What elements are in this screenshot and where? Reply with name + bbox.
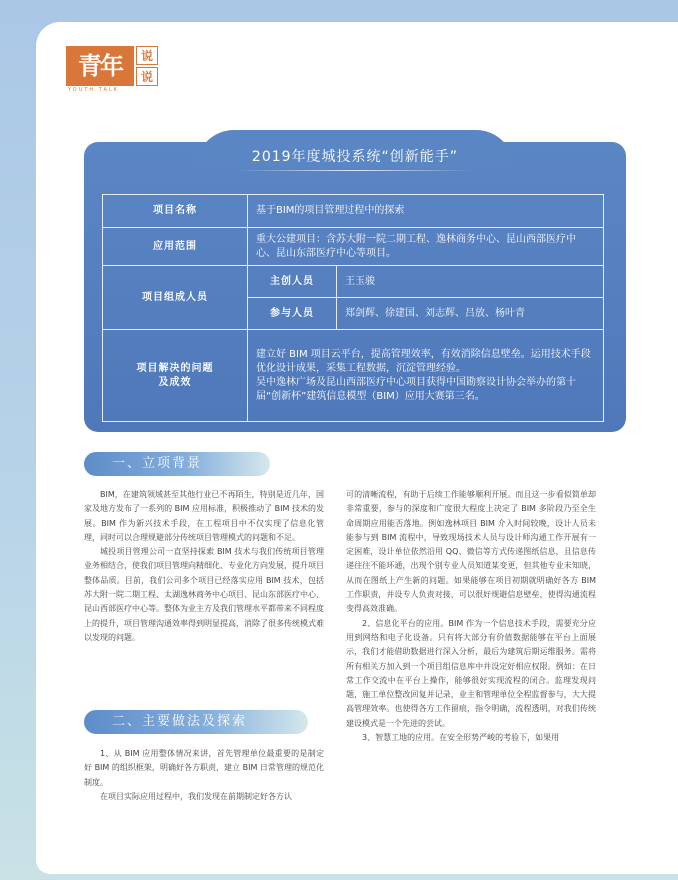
result-value-2: 吴中逸林广场及昆山西部医疗中心项目获得中国勘察设计协会举办的第十届“创新杯”建筑信息模型（BIM）应用大赛第三名。: [256, 376, 576, 402]
section-1-heading: 一、立项背景: [84, 452, 270, 476]
result-label-line-2: 及成效: [158, 376, 192, 388]
logo-side-bottom: 说: [136, 67, 158, 86]
scope-label: 应用范围: [103, 228, 248, 266]
left-column: [84, 488, 324, 645]
logo-side-top: 说: [136, 46, 158, 65]
right-paragraph-1: 可的清晰流程，有助于后续工作能够顺利开展。而且这一步看似简单却非常重要，参与的深度和广度很大程度上决定了 BIM 多阶段乃至全生命周期应用能否落地。例如逸林项目 BIM 介入时间较晚，设计人员未能参与到 BIM 流程中，导致现场技术人员与设计师沟通工作开展有一定困难，设计单位依然沿用 QQ、微信等方式传递图纸信息，且信息传递往往不能环通，出现个别专业人员知道某变更，但其他专业未知晓，从而在图纸上产生新的问题。如果能够在项目初期就明确好各方 BIM 工作职责，并设专人负责对接，可以很好规避信息壁垒，使得沟通流程变得高效准确。: [346, 490, 596, 614]
section-2-heading: 二、主要做法及探索: [84, 710, 308, 734]
result-value-1: 建立好 BIM 项目云平台，提高管理效率，有效消除信息壁垒。运用技术手段优化设计成果，采集工程数据，沉淀管理经验。: [256, 348, 591, 374]
scope-value: 重大公建项目：含苏大附一院二期工程、逸林商务中心、昆山西部医疗中心、昆山东部医疗中心等项目。: [248, 228, 604, 266]
lead-label: 主创人员: [248, 266, 337, 298]
result-value: [248, 330, 604, 422]
project-name-value: 基于BIM的项目管理过程中的探索: [248, 195, 604, 228]
left-column-lower: [84, 747, 324, 804]
section-2-paragraph-1: 1、从 BIM 应用整体情况来讲，首先管理单位最重要的是制定好 BIM 的组织框架，明确好各方职责，建立 BIM 日常管理的规范化制度。: [84, 749, 324, 787]
table-row: [103, 266, 604, 298]
lead-value: 王玉骏: [337, 266, 604, 298]
logo-subtitle: YOUTH TALK: [68, 87, 119, 93]
right-column: [346, 488, 596, 745]
section-1-paragraph-2: 城投项目管理公司一直坚持探索 BIM 技术与我们传统项目管理业务相结合，使我们项目管理向精细化、专业化方向发展，提升项目整体品质。目前，我们公司多个项目已经落实应用 BIM 技术，包括苏大附一院二期工程、太湖逸林商务中心项目、昆山东部医疗中心、昆山西部医疗中心等。整体为业主方及我们管理水平都带来不同程度上的提升，项目管理沟通效率得到明显提高，消除了很多传统模式难以发现的问题。: [84, 547, 324, 642]
table-row: [103, 228, 604, 266]
right-paragraph-2: 2、信息化平台的应用。BIM 作为一个信息技术手段，需要充分应用到网络和电子化设备。只有将大部分有价值数据能够在平台上面展示，我们才能借助数据进行深入分析，最后为建筑后期运维服务。需将所有相关方加入到一个项目组信息库中并设定好相应权限。例如：在日常工作交流中在平台上操作，能够很好实现流程的闭合。监理发现问题，施工单位整改回复并记录，业主和管理单位全程监督参与，大大提高管理效率。也使得各方工作留痕，指令明确，流程透明，对我们传统建设模式是一个先进的尝试。: [346, 618, 596, 728]
right-paragraph-3: 3、智慧工地的应用。在安全形势严峻的考验下，如果用: [362, 733, 560, 743]
title-underline: [234, 170, 474, 171]
members-value: 郑剑辉、徐建国、刘志辉、吕放、杨叶青: [337, 298, 604, 330]
youth-talk-logo: [66, 46, 158, 94]
team-label: 项目组成人员: [103, 266, 248, 330]
result-label-line-1: 项目解决的问题: [136, 362, 214, 374]
project-info-table: [102, 194, 604, 422]
members-label: 参与人员: [248, 298, 337, 330]
section-2-paragraph-2: 在项目实际应用过程中，我们发现在前期制定好各方认: [100, 791, 292, 801]
award-info-panel: [84, 142, 626, 432]
table-row: [103, 195, 604, 228]
project-name-label: 项目名称: [103, 195, 248, 228]
logo-main-text: 青年: [66, 46, 134, 86]
result-label: [103, 330, 248, 422]
panel-title: 2019年度城投系统“创新能手”: [251, 149, 459, 165]
magazine-page: [36, 22, 678, 874]
section-1-paragraph-1: BIM，在建筑领域甚至其他行业已不再陌生，特别是近几年，国家及地方发布了一系列的 BIM 应用标准，积极推动了 BIM 技术的发展。BIM 作为新兴技术手段，在工程项目中不仅实现了信息化管理，同时可以合理规避部分传统项目管理模式的问题和不足。: [84, 490, 324, 542]
table-row: [103, 330, 604, 422]
